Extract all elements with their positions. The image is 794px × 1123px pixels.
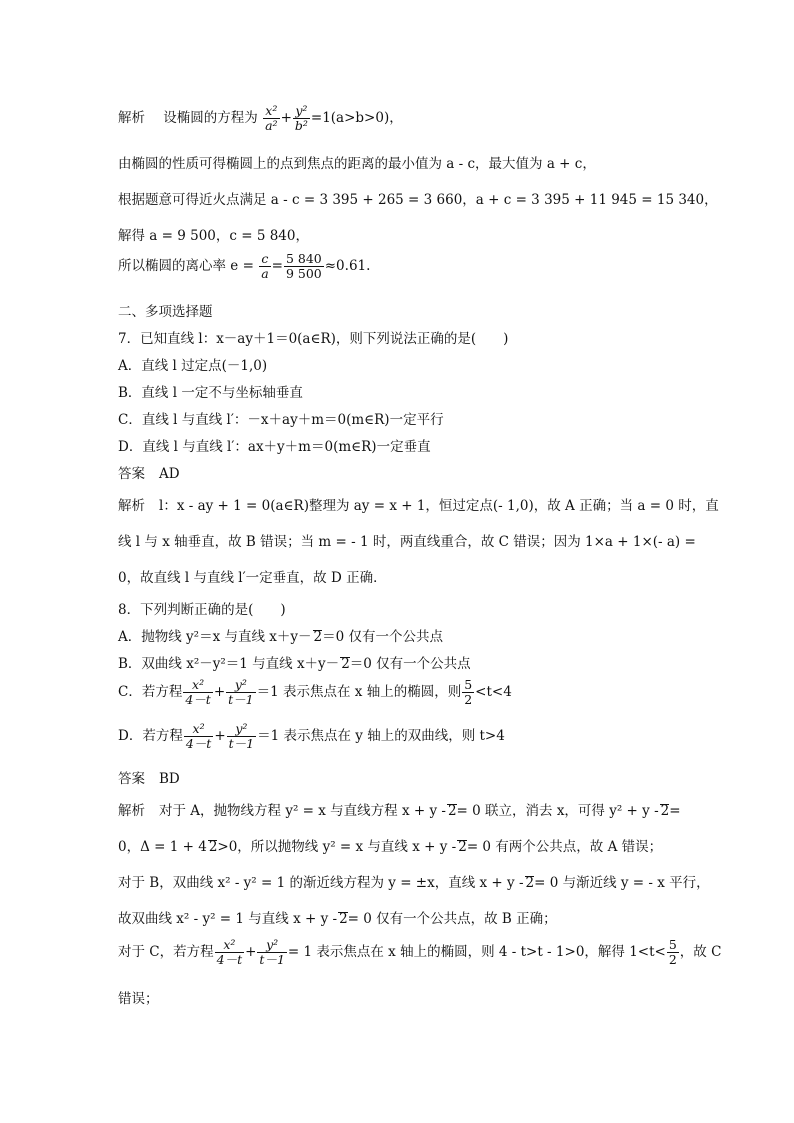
q8-solution-6: 错误； [118, 991, 159, 1007]
fraction-y2-t1: $\frac{\text{y²}}{t-1}$ [228, 721, 255, 751]
fraction-y2-b2: $\frac{\text{y²}}{\text{b²}}$ [294, 103, 308, 133]
sol6-line-4: 解得 a = 9 500，c = 5 840， [118, 228, 309, 244]
q8-solution-1: 解析 对于 A，抛物线方程 y² = x 与直线方程 x + y - 2= 0 联立，消去 x，可得 y² + y - 2= [118, 803, 681, 819]
section-heading: 二、多项选择题 [118, 304, 213, 320]
fraction-y2-t1: $\frac{\text{y²}}{t-1}$ [228, 677, 254, 707]
sqrt-2: 2 [341, 656, 350, 672]
q8-stem: 8．下列判断正确的是( ) [118, 602, 286, 618]
q7-solution-3: 0，故直线 l 与直线 l′一定垂直，故 D 正确． [118, 570, 387, 586]
fraction-5-2: $\frac{5}{2}$ [668, 937, 677, 967]
fraction-x2-a2: $\frac{\text{x²}}{\text{a²}}$ [265, 103, 278, 133]
q8-answer: 答案 BD [118, 771, 180, 787]
q8-solution-2: 0，Δ = 1 + 4 2>0，所以抛物线 y² = x 与直线 x + y - 2= 0 有两个公共点，故 A 错误； [118, 839, 663, 855]
fraction-x2-4t: $\frac{\text{x²}}{4-t}$ [185, 677, 211, 707]
q8-option-d: D．若方程 $\frac{\text{x²}}{4-t}$ + $\frac{\text{y²}}{t-1}$ ＝1 表示焦点在 y 轴上的双曲线，则 t>4 [118, 721, 505, 751]
fraction-c-a: $\frac{c}{a}$ [261, 251, 269, 281]
sol6-text: 设椭圆的方程为 [163, 110, 258, 126]
q7-option-a: A．直线 l 过定点(－1,0) [118, 358, 268, 374]
fraction-5840-9500: $\frac{5 840}{9 500}$ [285, 251, 322, 281]
q8-option-c: C．若方程 $\frac{\text{x²}}{4-t}$ + $\frac{\text{y²}}{t-1}$ ＝1 表示焦点在 x 轴上的椭圆，则 $\frac{5}{2}$ <t<4 [118, 677, 512, 707]
q7-option-b: B．直线 l 一定不与坐标轴垂直 [118, 385, 303, 401]
q8-option-b: B．双曲线 x²－y²＝1 与直线 x＋y－ 2＝0 仅有一个公共点 [118, 656, 471, 672]
q8-solution-4: 故双曲线 x² - y² = 1 与直线 x + y - 2= 0 仅有一个公共点，故 B 正确； [118, 911, 557, 927]
sol6-line-1: 解析 设椭圆的方程为 $\frac{\text{x²}}{\text{a²}}$ + $\frac{\text{y²}}{\text{b²}}$ =1(a>b>0)， [118, 103, 403, 133]
sol6-line-5: 所以椭圆的离心率 e = $\frac{c}{a}$ = $\frac{5 840}{9 500}$ ≈0.61. [118, 251, 371, 281]
q8-option-a: A．抛物线 y²＝x 与直线 x＋y－ 2＝0 仅有一个公共点 [118, 629, 443, 645]
sol6-line-2: 由椭圆的性质可得椭圆上的点到焦点的距离的最小值为 a - c，最大值为 a + c， [118, 156, 596, 172]
q8-solution-5: 对于 C，若方程 $\frac{\text{x²}}{4-t}$ + $\frac{\text{y²}}{t-1}$ = 1 表示焦点在 x 轴上的椭圆，则 4 - t>t - 1>0，解得 1<t< $\frac{5}{2}$ ，故 C [118, 937, 722, 967]
q7-solution-2: 线 l 与 x 轴垂直，故 B 错误；当 m = - 1 时，两直线重合，故 C 错误；因为 1×a + 1×(- a) = [118, 534, 696, 550]
fraction-y2-t1: $\frac{\text{y²}}{t-1}$ [259, 937, 285, 967]
fraction-x2-4t: $\frac{\text{x²}}{4-t}$ [185, 721, 212, 751]
fraction-5-2: $\frac{5}{2}$ [464, 677, 473, 707]
jiexi-label: 解析 [118, 110, 145, 126]
q7-answer: 答案 AD [118, 466, 180, 482]
sol6-text: =1(a>b>0)， [310, 110, 403, 126]
q8-solution-3: 对于 B，双曲线 x² - y² = 1 的渐近线方程为 y = ±x，直线 x + y - 2= 0 与渐近线 y = - x 平行， [118, 875, 710, 891]
sqrt-2: 2 [313, 629, 323, 645]
q7-option-c: C．直线 l 与直线 l′：－x＋ay＋m＝0(m∈R)一定平行 [118, 412, 444, 428]
q7-stem: 7．已知直线 l：x－ay＋1＝0(a∈R)，则下列说法正确的是( ) [118, 331, 509, 347]
q7-option-d: D．直线 l 与直线 l′：ax＋y＋m＝0(m∈R)一定垂直 [118, 439, 431, 455]
sol6-line-3: 根据题意可得近火点满足 a - c = 3 395 + 265 = 3 660，a + c = 3 395 + 11 945 = 15 340， [118, 192, 718, 208]
fraction-x2-4t: $\frac{\text{x²}}{4-t}$ [216, 937, 243, 967]
q7-solution-1: 解析 l：x - ay + 1 = 0(a∈R)整理为 ay = x + 1，恒过定点(- 1,0)，故 A 正确；当 a = 0 时，直 [118, 498, 719, 514]
